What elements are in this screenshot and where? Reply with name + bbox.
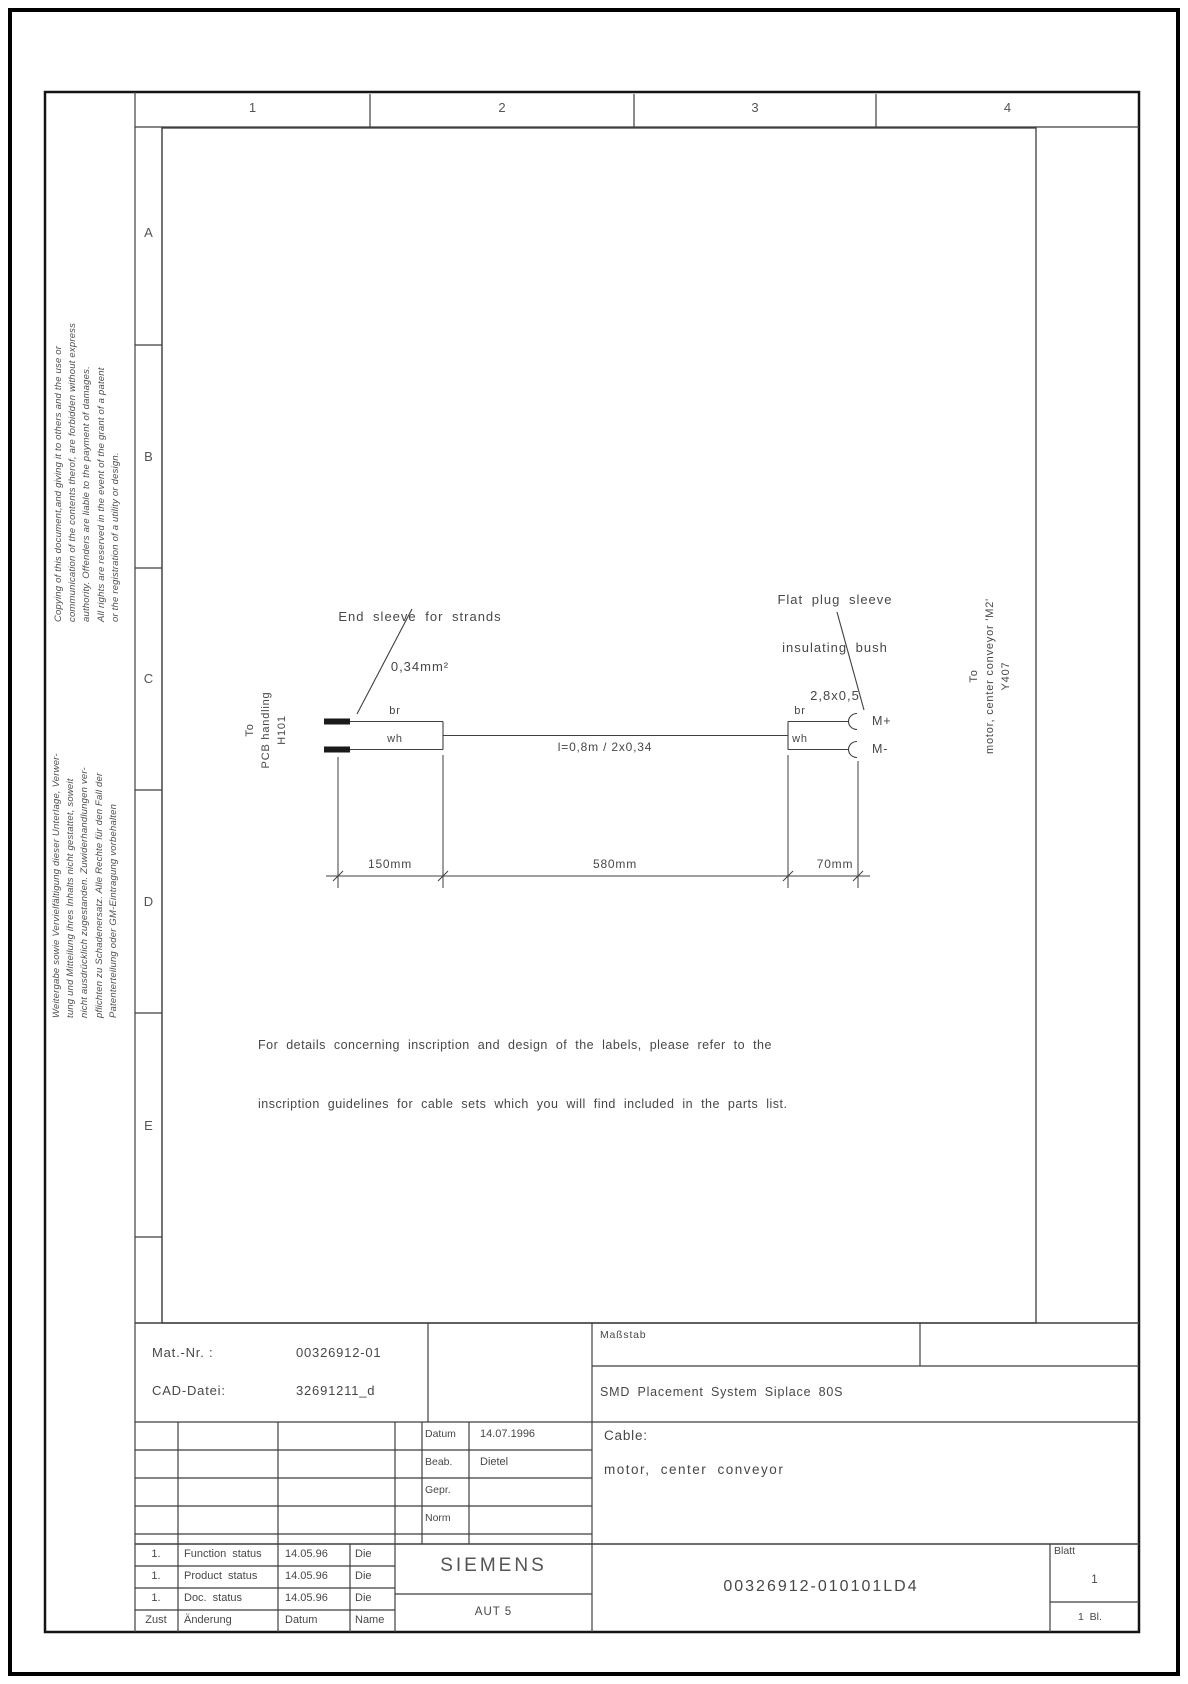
cable-end-label-left: To PCB handling H101 [244,691,288,769]
sheet-label: Blatt [1054,1545,1076,1557]
grid-row-d: D [143,894,154,909]
note-line: pflichten zu Schadenersatz. Alle Rechte für den Fall der [93,772,105,1018]
department: AUT 5 [474,1606,513,1618]
grid-row-e: E [144,1118,153,1133]
grid-column-4: 4 [1003,100,1012,115]
cad-file-label: CAD-Datei: [152,1383,226,1398]
scale-label: Maßstab [600,1329,647,1341]
revision-header-date: Datum [285,1614,318,1626]
dimension-tick [333,871,343,881]
revision-name-1: Die [355,1548,372,1560]
revision-date-2: 14.05.96 [285,1570,328,1582]
sheet-number: 1 [1091,1574,1098,1586]
revision-change-1: Function status [184,1548,262,1560]
approval-label-norm: Norm [425,1512,451,1524]
revision-header-name: Name [355,1614,385,1626]
terminal-label-m-minus: M- [872,742,889,756]
grid-column-2: 2 [498,100,506,115]
revision-date-3: 14.05.96 [285,1592,328,1604]
grid-column-1: 1 [248,100,257,115]
dimension-tick [783,871,793,881]
revision-date-1: 14.05.96 [285,1548,328,1560]
revision-name-2: Die [355,1570,372,1582]
revision-name-3: Die [355,1592,372,1604]
note-line: Weitergabe sowie Vervielfältigung dieser Unterlage, Verwer- [51,753,62,1018]
approval-label-datum: Datum [425,1428,456,1440]
dimension-580mm: 580mm [592,857,637,871]
sheet-borders [10,10,1178,1674]
note-line: authority. Offenders are liable to the payment of damages. [81,366,93,622]
callout-end-sleeve: End sleeve for strands 0,34mm² [338,609,502,674]
callout-flat-plug-sleeve: Flat plug sleeve insulating bush 2,8x0,5 [777,592,893,703]
wire-label-br-left: br [389,705,401,717]
note-line: communication of the contents therof, are forbidden without express [67,322,79,622]
system-name: SMD Placement System Siplace 80S [600,1385,844,1399]
approval-label-bearb: Beab. [425,1456,453,1468]
revision-zust-2: 1. [151,1570,161,1582]
flat-plug-contact-minus [849,742,858,758]
cable-label: Cable: [604,1428,648,1443]
wire-label-wh-right: wh [792,733,808,745]
cable-spec: l=0,8m / 2x0,34 [557,740,653,754]
company-logo-text: SIEMENS [440,1555,547,1576]
wire-label-br-right: br [794,705,806,717]
mat-nr-value: 00326912-01 [296,1345,382,1360]
note-line: or the registration of a utility or design. [109,452,121,622]
approval-label-gepr: Gepr. [425,1484,451,1496]
revision-header-zust: Zust [145,1614,167,1626]
copyright-note-german [50,640,120,1018]
terminal-label-m-plus: M+ [872,714,892,728]
dimension-150mm: 150mm [367,857,412,871]
grid-column-3: 3 [751,100,759,115]
copyright-note-english [52,270,124,622]
inscription-note: For details concerning inscription and design of the labels, please refer to the inscription guidelines for cable sets which you will find included in the parts list. [258,1038,788,1111]
note-line: tung und Mitteilung ihres Inhalts nicht gestattet, soweit [65,778,77,1018]
dimension-tick [853,871,863,881]
sheet-total: 1 Bl. [1078,1611,1102,1623]
wire-label-wh-left: wh [387,733,403,745]
cable-name: motor, center conveyor [604,1462,785,1477]
dimension-70mm: 70mm [816,857,854,871]
note-line: All rights are reserved in the event of the grant of a patent [95,367,107,622]
revision-zust-1: 1. [151,1548,161,1560]
end-sleeve-bottom [324,747,350,753]
note-line: Copying of this document,and giving it to others and the use or [53,345,64,622]
revision-zust-3: 1. [151,1592,161,1604]
revision-change-2: Product status [184,1570,258,1582]
mat-nr-label: Mat.-Nr. : [152,1345,214,1360]
grid-row-b: B [144,449,153,464]
drawing-number: 00326912-010101LD4 [723,1578,919,1595]
note-line: Patenterteilung oder GM-Eintragung vorbehalten [107,803,119,1018]
scan-frame [10,10,1178,1674]
note-line: nicht ausdrücklich zugestanden. Zuwiderhandlungen ver- [79,767,91,1018]
cad-file-value: 32691211_d [296,1383,376,1398]
revision-header-change: Änderung [184,1614,232,1626]
grid-row-c: C [143,671,154,686]
grid-row-a: A [144,225,153,240]
approval-value-datum: 14.07.1996 [480,1428,536,1440]
revision-change-3: Doc. status [184,1592,243,1604]
approval-value-bearb: Dietel [480,1456,509,1468]
end-sleeve-top [324,719,350,725]
cable-end-label-right: To motor, center conveyor 'M2' Y407 [968,597,1012,755]
dimension-tick [438,871,448,881]
